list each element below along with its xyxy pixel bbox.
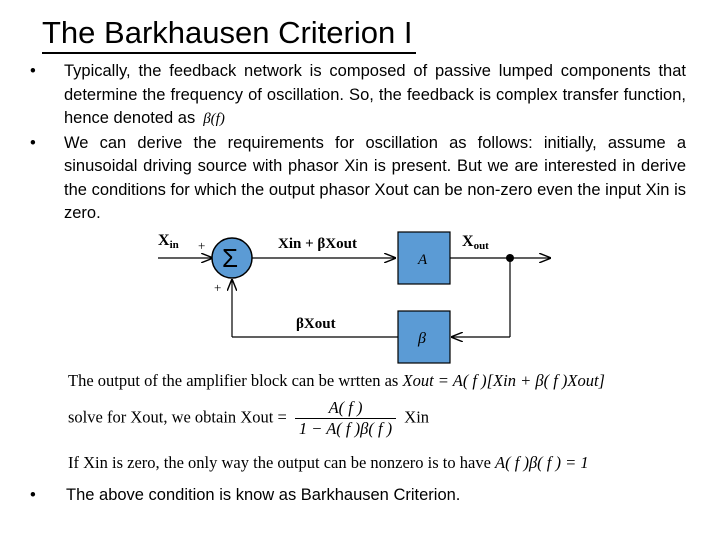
beta-f-symbol: β(f) <box>203 111 225 127</box>
bullet-list <box>28 60 686 226</box>
bullet-text: Typically, the feedback network is composed of passive lumped components that determine the frequency of oscillation. So, the feedback is complex transfer function, hence denoted as <box>64 62 686 127</box>
equation-3-text: If Xin is zero, the only way the output can be nonzero is to have <box>68 453 491 472</box>
equation-2-rhs: Xin <box>404 407 430 427</box>
fraction <box>295 398 396 439</box>
sigma-symbol: Σ <box>222 243 239 273</box>
input-label: Xin <box>158 232 179 251</box>
amplifier-label: A <box>418 252 428 268</box>
equation-3 <box>68 453 589 473</box>
output-label: Xout <box>462 233 489 252</box>
equation-1 <box>68 371 605 391</box>
equation-1-text: The output of the amplifier block can be wrtten as <box>68 371 399 390</box>
fraction-denominator: 1 − A( f )β( f ) <box>298 419 393 438</box>
final-bullet <box>28 486 460 505</box>
beta-label: β <box>418 330 426 347</box>
page-title: The Barkhausen Criterion I <box>42 14 416 54</box>
sum-output-label: Xin + βXout <box>278 236 357 252</box>
equation-1-math: Xout = A( f )[Xin + β( f )Xout] <box>402 371 605 390</box>
equation-2-lhs: Xout = <box>240 407 287 427</box>
plus-top: + <box>198 238 206 253</box>
feedback-label: βXout <box>296 316 336 332</box>
plus-bottom: + <box>214 280 222 295</box>
feedback-block-diagram <box>150 226 570 371</box>
equation-2 <box>68 398 429 439</box>
final-bullet-text: The above condition is know as Barkhausen Criterion. <box>66 486 461 504</box>
bullet-item <box>28 132 686 226</box>
equation-2-text: solve for Xout, we obtain <box>68 407 237 427</box>
bullet-dot: • <box>30 133 36 152</box>
bullet-item <box>28 60 686 132</box>
bullet-text: We can derive the requirements for oscillation as follows: initially, assume a sinusoidal driving source with phasor Xin is present. But we are interested in derive the conditions for which the output phasor Xout can be non-zero even the input Xin is zero. <box>64 133 686 222</box>
bullet-dot: • <box>30 486 36 504</box>
equation-3-math: A( f )β( f ) = 1 <box>495 453 589 472</box>
bullet-dot: • <box>30 62 36 80</box>
fraction-numerator: A( f ) <box>295 398 396 419</box>
